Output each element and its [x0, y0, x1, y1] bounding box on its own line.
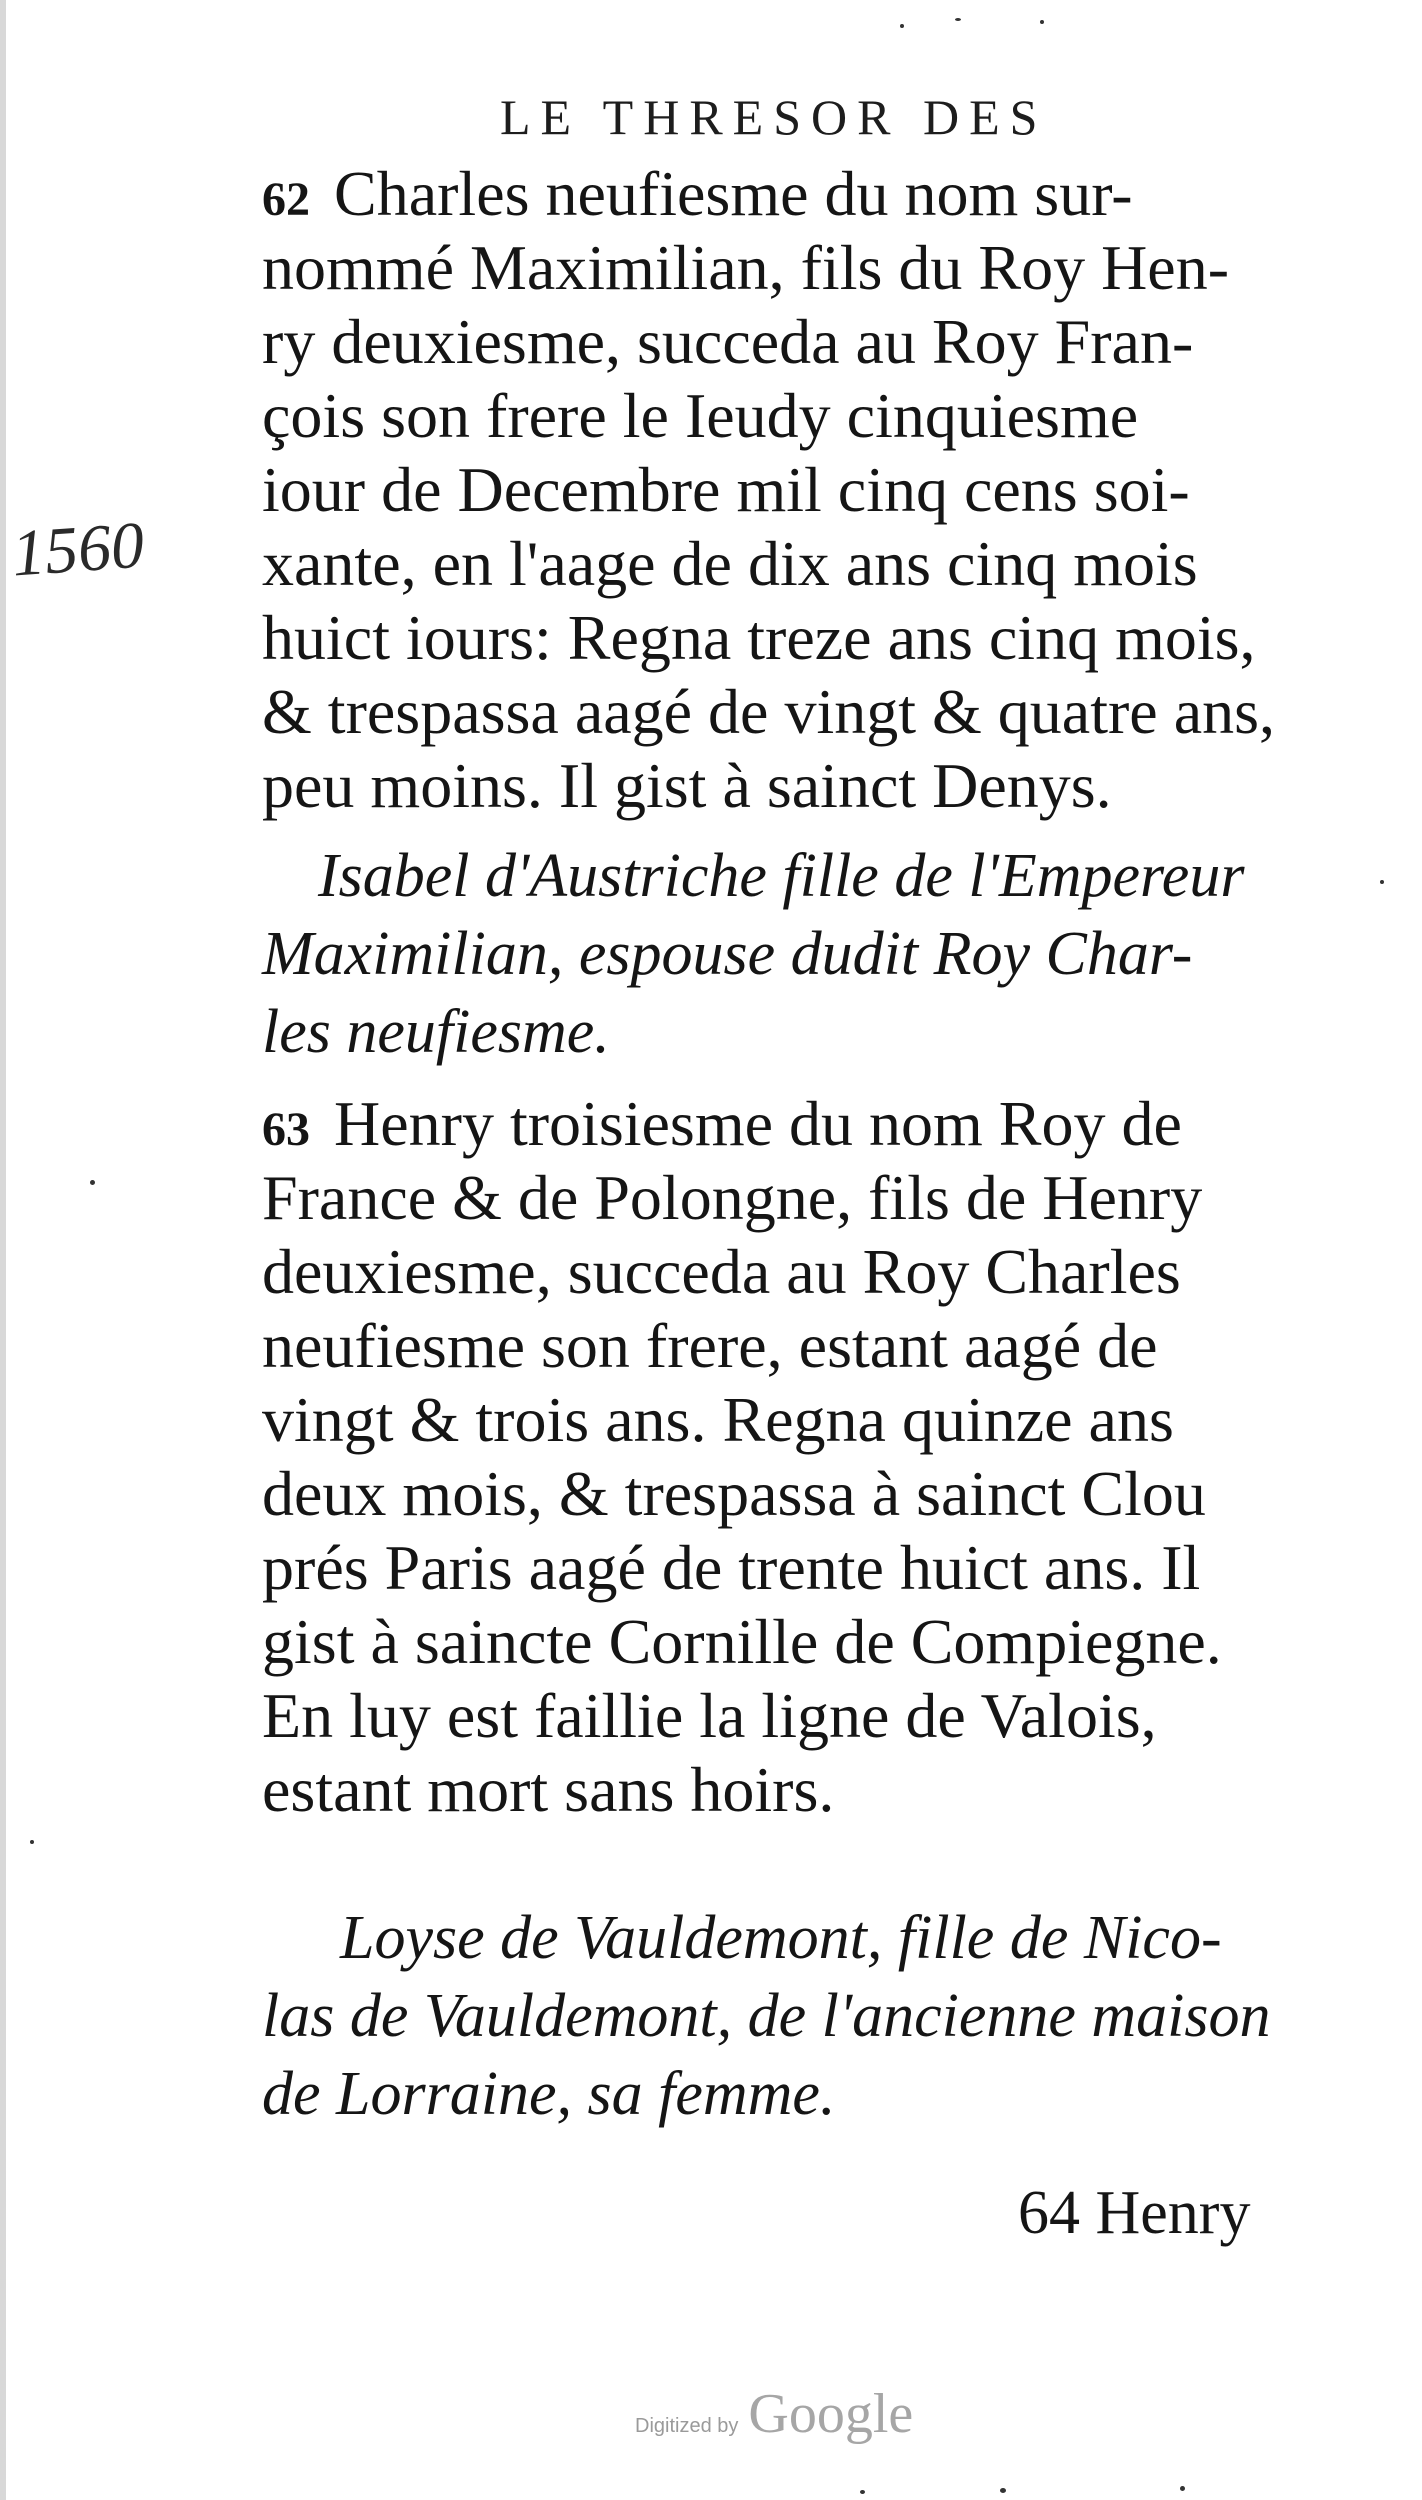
entry-63-spouse-line-3: de Lorraine, sa femme.	[262, 2060, 836, 2128]
scan-speck	[30, 1840, 34, 1844]
entry-63-line-2: France & de Polongne, fils de Henry	[262, 1162, 1203, 1233]
entry-62-spouse-line-2: Maximilian, espouse dudit Roy Char-	[262, 920, 1193, 988]
entry-62-spouse-line-3: les neufiesme.	[262, 998, 610, 1066]
entry-number: 63	[262, 1103, 310, 1156]
scan-speck	[90, 1180, 95, 1185]
entry-63-line-6: deux mois, & trespassa à sainct Clou	[262, 1458, 1206, 1529]
entry-62-line-4: çois son frere le Ieudy cinquiesme	[262, 380, 1139, 451]
entry-text: Charles neufiesme du nom sur-	[334, 158, 1133, 229]
entry-63-line-9: En luy est faillie la ligne de Valois,	[262, 1680, 1157, 1751]
catchword: 64 Henry	[1018, 2179, 1251, 2247]
entry-text: Henry troisiesme du nom Roy de	[334, 1088, 1182, 1159]
entry-63-spouse-line-2: las de Vauldemont, de l'ancienne maison	[262, 1982, 1271, 2050]
scan-speck	[1000, 2488, 1006, 2493]
entry-62-line-7: huict iours: Regna treze ans cinq mois,	[262, 602, 1256, 673]
entry-63-line-8: gist à saincte Cornille de Compiegne.	[262, 1606, 1222, 1677]
entry-63-line-3: deuxiesme, succeda au Roy Charles	[262, 1236, 1181, 1307]
scan-speck	[860, 2490, 865, 2494]
scan-speck	[1040, 20, 1044, 24]
scan-speck	[955, 18, 961, 21]
entry-number: 62	[262, 173, 310, 226]
entry-62-spouse-line-1: Isabel d'Austriche fille de l'Empereur	[318, 842, 1245, 910]
entry-62-line-2: nommé Maximilian, fils du Roy Hen-	[262, 232, 1229, 303]
digitized-by-label: Digitized by	[635, 2415, 739, 2437]
page-edge-shadow	[0, 0, 6, 2500]
entry-62-line-6: xante, en l'aage de dix ans cinq mois	[262, 528, 1198, 599]
margin-note-year: 1560	[9, 508, 147, 591]
entry-62-line-5: iour de Decembre mil cinq cens soi-	[262, 454, 1190, 525]
google-logo: Google	[748, 2383, 914, 2445]
scan-speck	[900, 24, 904, 28]
entry-63-line-1	[262, 1088, 1182, 1166]
entry-63-line-10: estant mort sans hoirs.	[262, 1754, 835, 1825]
entry-62-line-8: & trespassa aagé de vingt & quatre ans,	[262, 676, 1275, 747]
digitization-watermark	[635, 2382, 913, 2446]
entry-62-line-1	[262, 158, 1133, 236]
running-head: LE THRESOR DES	[500, 89, 1048, 145]
entry-63-line-4: neufiesme son frere, estant aagé de	[262, 1310, 1158, 1381]
entry-63-line-5: vingt & trois ans. Regna quinze ans	[262, 1384, 1174, 1455]
scan-speck	[1180, 2486, 1185, 2491]
entry-62-line-9: peu moins. Il gist à sainct Denys.	[262, 750, 1112, 821]
entry-63-line-7: prés Paris aagé de trente huict ans. Il	[262, 1532, 1201, 1603]
entry-63-spouse-line-1: Loyse de Vauldemont, fille de Nico-	[340, 1904, 1222, 1972]
entry-62-line-3: ry deuxiesme, succeda au Roy Fran-	[262, 306, 1194, 377]
scan-speck	[1380, 880, 1384, 884]
